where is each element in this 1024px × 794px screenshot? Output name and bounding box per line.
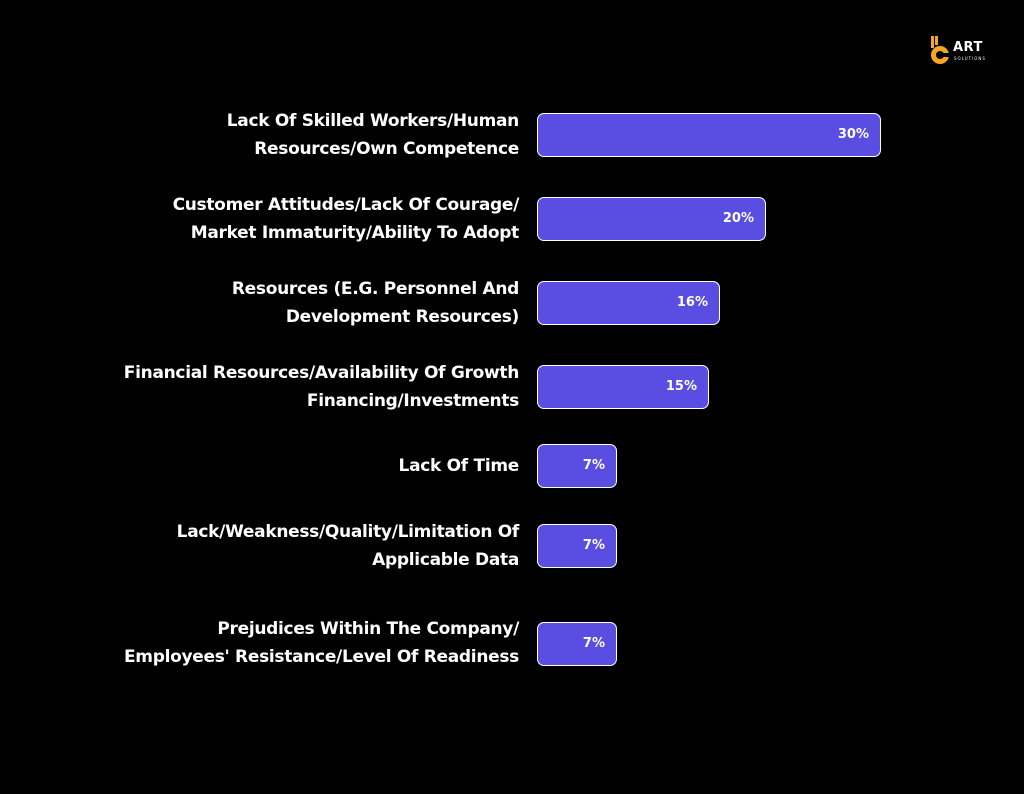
bar: [537, 197, 766, 241]
logo-subtext: SOLUTIONS: [954, 56, 986, 61]
bar-value-label: 7%: [582, 636, 605, 651]
bar-value-label: 20%: [722, 211, 754, 226]
bar: [537, 444, 617, 488]
bar: [537, 281, 720, 325]
bar-value-label: 7%: [582, 458, 605, 473]
logo-text: ART: [953, 40, 983, 55]
bar-value-label: 7%: [582, 538, 605, 553]
category-label: Lack Of Skilled Workers/Human Resources/Own Competence: [226, 111, 519, 159]
category-label: Financial Resources/Availability Of Growth Financing/Investments: [123, 363, 519, 411]
bar-value-label: 30%: [837, 127, 869, 142]
category-label: Lack Of Time: [398, 456, 519, 476]
bar-value-label: 16%: [676, 295, 708, 310]
bar: [537, 365, 709, 409]
bar: [537, 622, 617, 666]
bar-value-label: 15%: [665, 379, 697, 394]
category-label: Lack/Weakness/Quality/Limitation Of Applicable Data: [176, 522, 519, 570]
category-label: Resources (E.G. Personnel And Development Resources): [231, 279, 519, 327]
category-label: Customer Attitudes/Lack Of Courage/ Market Immaturity/Ability To Adopt: [172, 195, 519, 243]
category-label: Prejudices Within The Company/ Employees' Resistance/Level Of Readiness: [123, 619, 519, 667]
bar: [537, 113, 881, 157]
bar: [537, 524, 617, 568]
